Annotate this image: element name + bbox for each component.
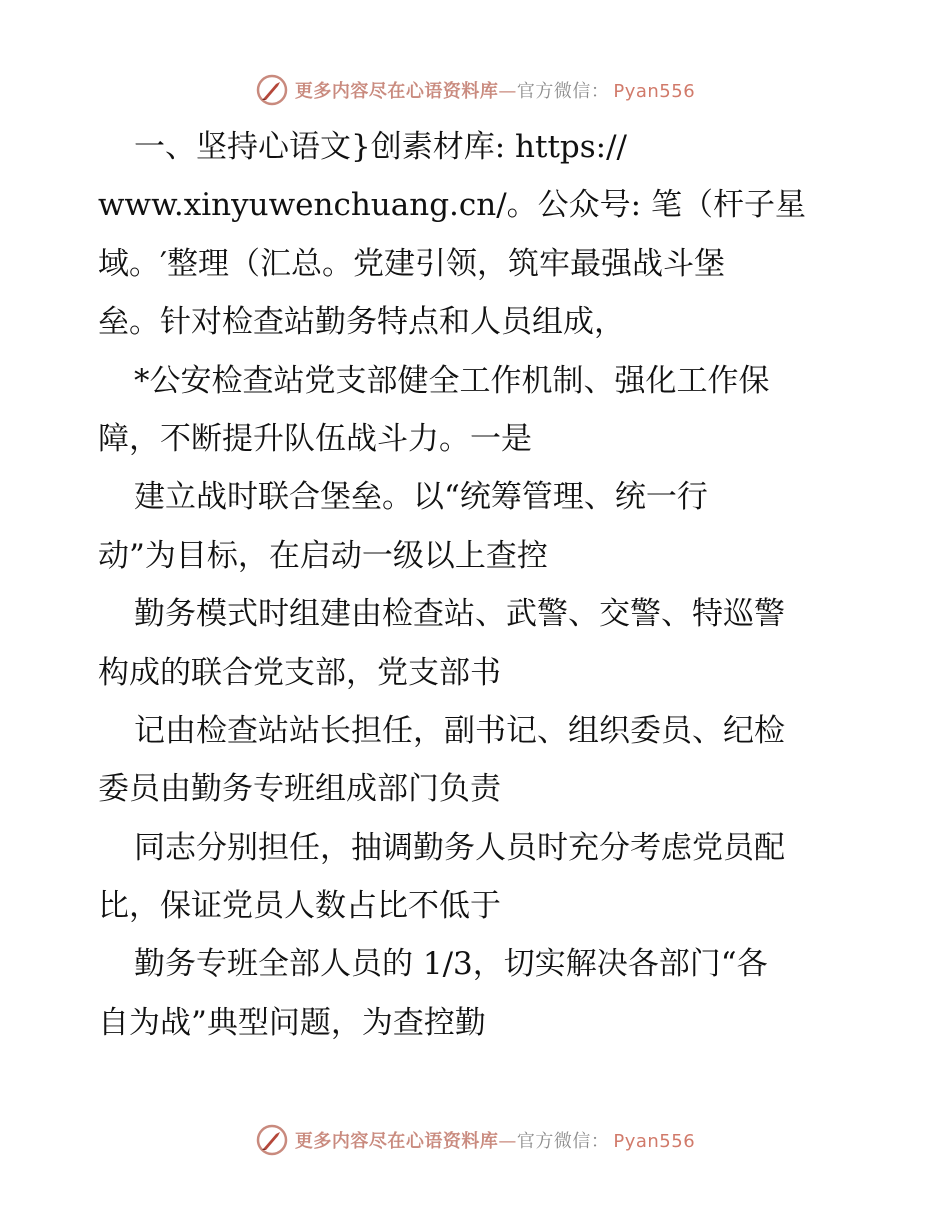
- watermark-dash: —: [498, 81, 517, 102]
- text-line: www.xinyuwenchuang.cn/。公众号: 笔（杆子星: [98, 187, 806, 224]
- quill-pen-logo-icon: [255, 1123, 289, 1157]
- text-line: 构成的联合党支部，党支部书: [98, 654, 501, 691]
- text-line: 垒。针对检查站勤务特点和人员组成，: [98, 304, 625, 341]
- text-line: 比，保证党员人数占比不低于: [98, 888, 501, 925]
- text-line: 一、坚持心语文}创素材库: https://: [134, 129, 627, 165]
- text-line: 同志分别担任，抽调勤务人员时充分考虑党员配: [134, 829, 785, 866]
- text-line: 建立战时联合堡垒。以“统筹管理、统一行: [134, 479, 708, 516]
- watermark-official-label: 官方微信：: [516, 1131, 610, 1152]
- text-line: 勤务专班全部人员的 1/3，切实解决各部门“各: [134, 946, 768, 983]
- text-line: 委员由勤务专班组成部门负责: [98, 771, 501, 808]
- watermark-brand: 更多内容尽在心语资料库: [294, 81, 499, 102]
- text-line: 勤务模式时组建由检查站、武警、交警、特巡警: [134, 596, 785, 633]
- watermark-dash: —: [498, 1131, 517, 1152]
- text-line: 自为战”典型问题，为查控勤: [98, 1004, 486, 1041]
- watermark-wechat-id: Pyan556: [613, 1131, 696, 1152]
- text-line: 动”为目标，在启动一级以上查控: [98, 537, 548, 574]
- text-line: *公安检查站党支部健全工作机制、强化工作保: [134, 362, 770, 399]
- watermark-text: [295, 1127, 695, 1153]
- watermark-wechat-id: Pyan556: [613, 81, 696, 102]
- header-watermark: [0, 70, 950, 110]
- quill-pen-logo-icon: [255, 73, 289, 107]
- text-line: 域。′整理（汇总。党建引领，筑牢最强战斗堡: [98, 245, 726, 282]
- watermark-official-label: 官方微信：: [516, 81, 610, 102]
- footer-watermark: [0, 1120, 950, 1160]
- watermark-brand: 更多内容尽在心语资料库: [294, 1131, 499, 1152]
- text-line: 记由检查站站长担任，副书记、组织委员、纪检: [134, 712, 785, 749]
- watermark-text: [295, 77, 695, 103]
- document-body: [98, 118, 858, 1052]
- text-line: 障，不断提升队伍战斗力。一是: [98, 420, 532, 457]
